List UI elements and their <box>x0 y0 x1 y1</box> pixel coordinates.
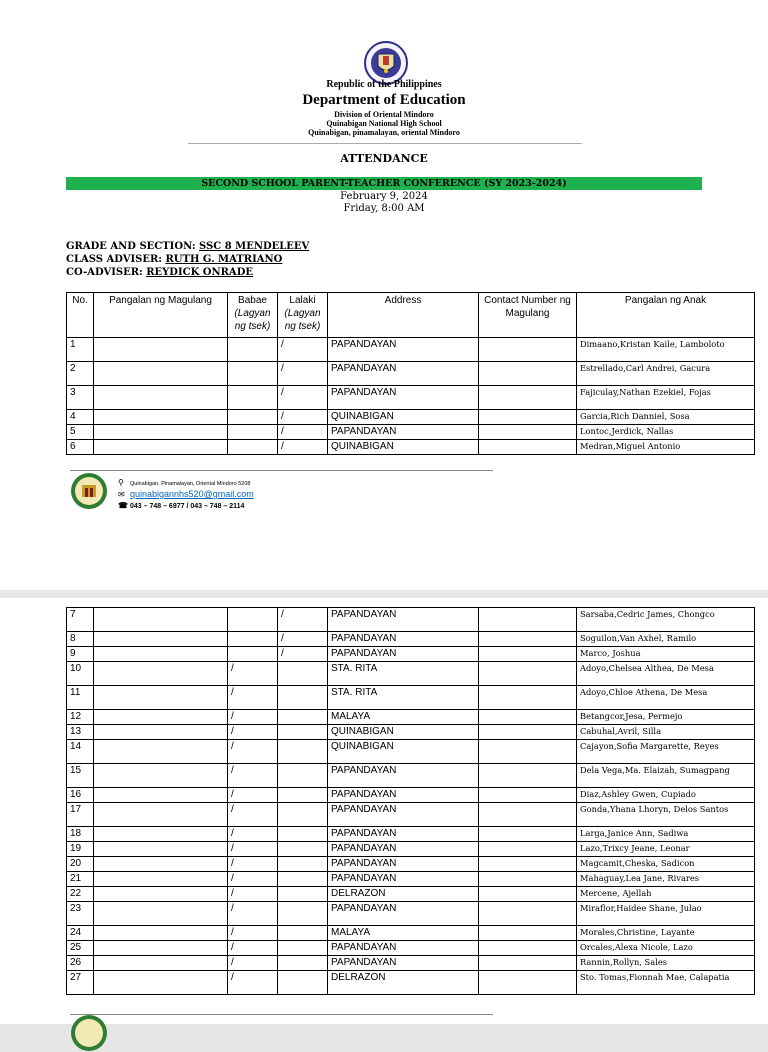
row-number: 3 <box>67 386 94 410</box>
row-contact <box>479 410 577 425</box>
header-lalaki-label: Lalaki <box>289 295 316 306</box>
row-parent-name <box>94 926 228 941</box>
row-child-name: Larga,Janice Ann, Sadiwa <box>577 827 755 842</box>
row-babae-check <box>228 362 278 386</box>
row-lalaki-check: / <box>278 440 328 455</box>
row-contact <box>479 887 577 902</box>
adviser-label: CLASS ADVISER: <box>66 254 162 265</box>
row-contact <box>479 857 577 872</box>
row-child-name: Adoyo,Chelsea Althea, De Mesa <box>577 662 755 686</box>
row-lalaki-check <box>278 740 328 764</box>
row-lalaki-check <box>278 686 328 710</box>
row-number: 2 <box>67 362 94 386</box>
row-babae-check <box>228 632 278 647</box>
row-child-name: Estrellado,Carl Andrei, Gacura <box>577 362 755 386</box>
coadviser-value: REYDICK ONRADE <box>146 267 253 278</box>
row-lalaki-check <box>278 662 328 686</box>
row-child-name: Rannin,Rollyn, Sales <box>577 956 755 971</box>
row-lalaki-check: / <box>278 410 328 425</box>
row-contact <box>479 764 577 788</box>
school-logo-page2 <box>70 1014 108 1052</box>
row-number: 5 <box>67 425 94 440</box>
row-contact <box>479 632 577 647</box>
event-banner: SECOND SCHOOL PARENT-TEACHER CONFERENCE (SY 2023-2024) <box>66 177 702 190</box>
school-address: Quinabigan, pinamalayan, oriental Mindoro <box>308 128 460 137</box>
row-number: 15 <box>67 764 94 788</box>
row-babae-check: / <box>228 725 278 740</box>
table-row <box>67 926 755 941</box>
row-babae-check <box>228 608 278 632</box>
header-address: Address <box>328 293 479 338</box>
row-contact <box>479 647 577 662</box>
row-babae-check <box>228 338 278 362</box>
row-parent-name <box>94 740 228 764</box>
row-child-name: Orcales,Alexa Nicole, Lazo <box>577 941 755 956</box>
row-parent-name <box>94 686 228 710</box>
row-child-name: Sto. Tomas,Fionnah Mae, Calapatia <box>577 971 755 995</box>
row-number: 1 <box>67 338 94 362</box>
republic-heading: Republic of the Philippines <box>326 79 442 90</box>
row-number: 23 <box>67 902 94 926</box>
row-lalaki-check <box>278 872 328 887</box>
row-contact <box>479 710 577 725</box>
row-child-name: Gonda,Yhana Lhoryn, Delos Santos <box>577 803 755 827</box>
row-lalaki-check <box>278 902 328 926</box>
row-parent-name <box>94 827 228 842</box>
row-child-name: Mercene, Ajellah <box>577 887 755 902</box>
row-contact <box>479 440 577 455</box>
table-row <box>67 632 755 647</box>
table-row <box>67 956 755 971</box>
row-contact <box>479 842 577 857</box>
row-parent-name <box>94 710 228 725</box>
row-lalaki-check <box>278 971 328 995</box>
footer-address <box>118 478 250 487</box>
row-parent-name <box>94 956 228 971</box>
row-address: PAPANDAYAN <box>328 647 479 662</box>
row-babae-check <box>228 410 278 425</box>
table-row <box>67 827 755 842</box>
row-contact <box>479 926 577 941</box>
row-child-name: Marco, Joshua <box>577 647 755 662</box>
row-babae-check: / <box>228 941 278 956</box>
page-title: ATTENDANCE <box>340 152 428 165</box>
header-lalaki <box>278 293 328 338</box>
row-lalaki-check: / <box>278 362 328 386</box>
row-address: PAPANDAYAN <box>328 956 479 971</box>
row-number: 25 <box>67 941 94 956</box>
row-address: PAPANDAYAN <box>328 857 479 872</box>
row-address: PAPANDAYAN <box>328 803 479 827</box>
row-parent-name <box>94 725 228 740</box>
row-child-name: Dela Vega,Ma. Elaizah, Sumagpang <box>577 764 755 788</box>
row-number: 10 <box>67 662 94 686</box>
row-contact <box>479 827 577 842</box>
table-row <box>67 725 755 740</box>
row-address: PAPANDAYAN <box>328 608 479 632</box>
row-address: PAPANDAYAN <box>328 788 479 803</box>
row-address: PAPANDAYAN <box>328 386 479 410</box>
table-row <box>67 362 755 386</box>
phone-icon: ☎ <box>118 501 128 510</box>
row-number: 14 <box>67 740 94 764</box>
row-parent-name <box>94 857 228 872</box>
row-babae-check: / <box>228 788 278 803</box>
row-lalaki-check <box>278 842 328 857</box>
row-number: 24 <box>67 926 94 941</box>
table-row <box>67 857 755 872</box>
table-row <box>67 425 755 440</box>
row-babae-check: / <box>228 872 278 887</box>
row-address: PAPANDAYAN <box>328 827 479 842</box>
table-row <box>67 872 755 887</box>
row-contact <box>479 788 577 803</box>
row-address: PAPANDAYAN <box>328 902 479 926</box>
table-row <box>67 710 755 725</box>
row-child-name: Mahaguay,Lea Jane, Rivares <box>577 872 755 887</box>
row-child-name: Magcamit,Cheska, Sadicon <box>577 857 755 872</box>
row-address: QUINABIGAN <box>328 440 479 455</box>
row-parent-name <box>94 971 228 995</box>
row-parent-name <box>94 803 228 827</box>
row-lalaki-check <box>278 827 328 842</box>
table-row <box>67 971 755 995</box>
table-row <box>67 662 755 686</box>
row-child-name: Cajayon,Sofia Margarette, Reyes <box>577 740 755 764</box>
row-parent-name <box>94 902 228 926</box>
header-lalaki-note: (Lagyan ng tsek) <box>284 308 321 332</box>
row-parent-name <box>94 338 228 362</box>
table-row <box>67 410 755 425</box>
row-address: QUINABIGAN <box>328 725 479 740</box>
row-babae-check: / <box>228 803 278 827</box>
header-babae-label: Babae <box>238 295 267 306</box>
table-row <box>67 887 755 902</box>
row-parent-name <box>94 425 228 440</box>
row-contact <box>479 902 577 926</box>
row-number: 6 <box>67 440 94 455</box>
row-parent-name <box>94 608 228 632</box>
row-contact <box>479 941 577 956</box>
attendance-table-page2 <box>66 607 755 995</box>
row-lalaki-check: / <box>278 386 328 410</box>
header-divider <box>188 143 582 144</box>
row-number: 16 <box>67 788 94 803</box>
footer-email[interactable] <box>118 489 254 499</box>
table-row <box>67 440 755 455</box>
row-child-name: Lazo,Trixcy Jeane, Leonar <box>577 842 755 857</box>
table-row <box>67 647 755 662</box>
row-child-name: Sarsaba,Cedric James, Chongco <box>577 608 755 632</box>
row-parent-name <box>94 887 228 902</box>
row-babae-check: / <box>228 740 278 764</box>
row-babae-check <box>228 440 278 455</box>
row-parent-name <box>94 941 228 956</box>
row-lalaki-check: / <box>278 647 328 662</box>
footer-email-link[interactable]: quinabigannhs520@gmail.com <box>130 489 254 499</box>
row-babae-check: / <box>228 710 278 725</box>
row-lalaki-check <box>278 710 328 725</box>
row-number: 22 <box>67 887 94 902</box>
row-contact <box>479 872 577 887</box>
table-row <box>67 740 755 764</box>
header-babae-note: (Lagyan ng tsek) <box>234 308 271 332</box>
footer-phone <box>118 501 244 510</box>
row-contact <box>479 425 577 440</box>
row-lalaki-check: / <box>278 608 328 632</box>
row-child-name: Dimaano,Kristan Kaile, Lamboloto <box>577 338 755 362</box>
row-babae-check: / <box>228 887 278 902</box>
row-lalaki-check <box>278 788 328 803</box>
attendance-table-page1 <box>66 292 755 455</box>
row-contact <box>479 662 577 686</box>
class-adviser <box>66 254 282 265</box>
row-number: 4 <box>67 410 94 425</box>
row-address: QUINABIGAN <box>328 410 479 425</box>
row-contact <box>479 338 577 362</box>
table-row <box>67 902 755 926</box>
row-lalaki-check <box>278 926 328 941</box>
row-babae-check: / <box>228 971 278 995</box>
row-address: PAPANDAYAN <box>328 842 479 857</box>
row-number: 21 <box>67 872 94 887</box>
row-child-name: Adoyo,Chloe Athena, De Mesa <box>577 686 755 710</box>
table-row <box>67 941 755 956</box>
row-contact <box>479 608 577 632</box>
row-lalaki-check: / <box>278 425 328 440</box>
row-number: 12 <box>67 710 94 725</box>
row-number: 26 <box>67 956 94 971</box>
table-row <box>67 788 755 803</box>
division-heading: Division of Oriental Mindoro <box>334 110 434 119</box>
row-child-name: Lontoc,Jerdick, Nallas <box>577 425 755 440</box>
row-contact <box>479 725 577 740</box>
row-address: QUINABIGAN <box>328 740 479 764</box>
table-row <box>67 842 755 857</box>
row-lalaki-check: / <box>278 632 328 647</box>
row-babae-check: / <box>228 857 278 872</box>
location-pin-icon: ⚲ <box>118 478 124 487</box>
row-address: PAPANDAYAN <box>328 632 479 647</box>
table-row <box>67 803 755 827</box>
row-lalaki-check <box>278 887 328 902</box>
row-contact <box>479 971 577 995</box>
row-babae-check <box>228 386 278 410</box>
row-lalaki-check <box>278 725 328 740</box>
row-address: PAPANDAYAN <box>328 425 479 440</box>
footer-divider-page2 <box>70 1014 493 1015</box>
row-child-name: Morales,Christine, Layante <box>577 926 755 941</box>
school-heading: Quinabigan National High School <box>326 119 442 128</box>
school-logo <box>70 472 108 510</box>
row-babae-check <box>228 425 278 440</box>
row-number: 19 <box>67 842 94 857</box>
row-number: 13 <box>67 725 94 740</box>
event-date: February 9, 2024 <box>340 191 428 202</box>
row-lalaki-check: / <box>278 338 328 362</box>
row-lalaki-check <box>278 764 328 788</box>
row-address: PAPANDAYAN <box>328 338 479 362</box>
grade-section <box>66 241 309 252</box>
row-address: PAPANDAYAN <box>328 941 479 956</box>
co-adviser <box>66 267 253 278</box>
row-babae-check: / <box>228 902 278 926</box>
row-babae-check: / <box>228 686 278 710</box>
header-contact: Contact Number ng Magulang <box>479 293 577 338</box>
row-parent-name <box>94 386 228 410</box>
row-parent-name <box>94 440 228 455</box>
header-no: No. <box>67 293 94 338</box>
row-child-name: Fajiculay,Nathan Ezekiel, Fojas <box>577 386 755 410</box>
row-parent-name <box>94 410 228 425</box>
table-body-page1 <box>67 338 755 455</box>
row-child-name: Cabuhal,Avril, Silla <box>577 725 755 740</box>
row-child-name: Soguilon,Van Axhel, Ramilo <box>577 632 755 647</box>
row-child-name: Miraflor,Haidee Shane, Julao <box>577 902 755 926</box>
table-row <box>67 608 755 632</box>
row-address: PAPANDAYAN <box>328 362 479 386</box>
email-icon: ✉ <box>118 490 125 499</box>
adviser-value: RUTH G. MATRIANO <box>165 254 283 265</box>
row-parent-name <box>94 362 228 386</box>
row-address: PAPANDAYAN <box>328 764 479 788</box>
row-babae-check: / <box>228 956 278 971</box>
row-parent-name <box>94 632 228 647</box>
department-heading: Department of Education <box>302 92 466 108</box>
row-child-name: Betangcor,Jesa, Permejo <box>577 710 755 725</box>
row-contact <box>479 956 577 971</box>
row-contact <box>479 386 577 410</box>
event-time: Friday, 8:00 AM <box>343 203 425 214</box>
row-parent-name <box>94 647 228 662</box>
coadviser-label: CO-ADVISER: <box>66 267 143 278</box>
row-babae-check <box>228 647 278 662</box>
row-address: DELRAZON <box>328 971 479 995</box>
row-number: 18 <box>67 827 94 842</box>
row-number: 9 <box>67 647 94 662</box>
row-babae-check: / <box>228 827 278 842</box>
row-child-name: Diaz,Ashley Gwen, Cupiado <box>577 788 755 803</box>
row-contact <box>479 740 577 764</box>
header-child: Pangalan ng Anak <box>577 293 755 338</box>
row-lalaki-check <box>278 857 328 872</box>
row-child-name: Medran,Miguel Antonio <box>577 440 755 455</box>
table-row <box>67 764 755 788</box>
row-babae-check: / <box>228 842 278 857</box>
header-babae <box>228 293 278 338</box>
table-row <box>67 386 755 410</box>
row-number: 7 <box>67 608 94 632</box>
row-contact <box>479 686 577 710</box>
row-address: MALAYA <box>328 926 479 941</box>
footer-divider <box>70 470 493 471</box>
row-parent-name <box>94 764 228 788</box>
row-number: 17 <box>67 803 94 827</box>
row-contact <box>479 362 577 386</box>
row-address: DELRAZON <box>328 887 479 902</box>
row-number: 11 <box>67 686 94 710</box>
row-address: MALAYA <box>328 710 479 725</box>
table-body-page2 <box>67 608 755 995</box>
row-babae-check: / <box>228 926 278 941</box>
row-parent-name <box>94 788 228 803</box>
footer-phone-text: 043 – 748 – 6977 / 043 – 748 – 2114 <box>130 503 245 510</box>
row-parent-name <box>94 662 228 686</box>
row-babae-check: / <box>228 764 278 788</box>
row-lalaki-check <box>278 803 328 827</box>
grade-label: GRADE AND SECTION: <box>66 241 196 252</box>
row-contact <box>479 803 577 827</box>
row-lalaki-check <box>278 956 328 971</box>
row-number: 27 <box>67 971 94 995</box>
grade-value: SSC 8 MENDELEEV <box>199 241 310 252</box>
table-row <box>67 338 755 362</box>
row-address: STA. RITA <box>328 662 479 686</box>
row-child-name: Garcia,Rich Danniel, Sosa <box>577 410 755 425</box>
header-parent: Pangalan ng Magulang <box>94 293 228 338</box>
row-lalaki-check <box>278 941 328 956</box>
row-address: PAPANDAYAN <box>328 872 479 887</box>
footer-address-text: Quinabigan, Pinamalayan, Oriental Mindoro 5208 <box>130 481 251 487</box>
row-parent-name <box>94 872 228 887</box>
row-parent-name <box>94 842 228 857</box>
row-babae-check: / <box>228 662 278 686</box>
table-row <box>67 686 755 710</box>
row-number: 8 <box>67 632 94 647</box>
row-address: STA. RITA <box>328 686 479 710</box>
row-number: 20 <box>67 857 94 872</box>
